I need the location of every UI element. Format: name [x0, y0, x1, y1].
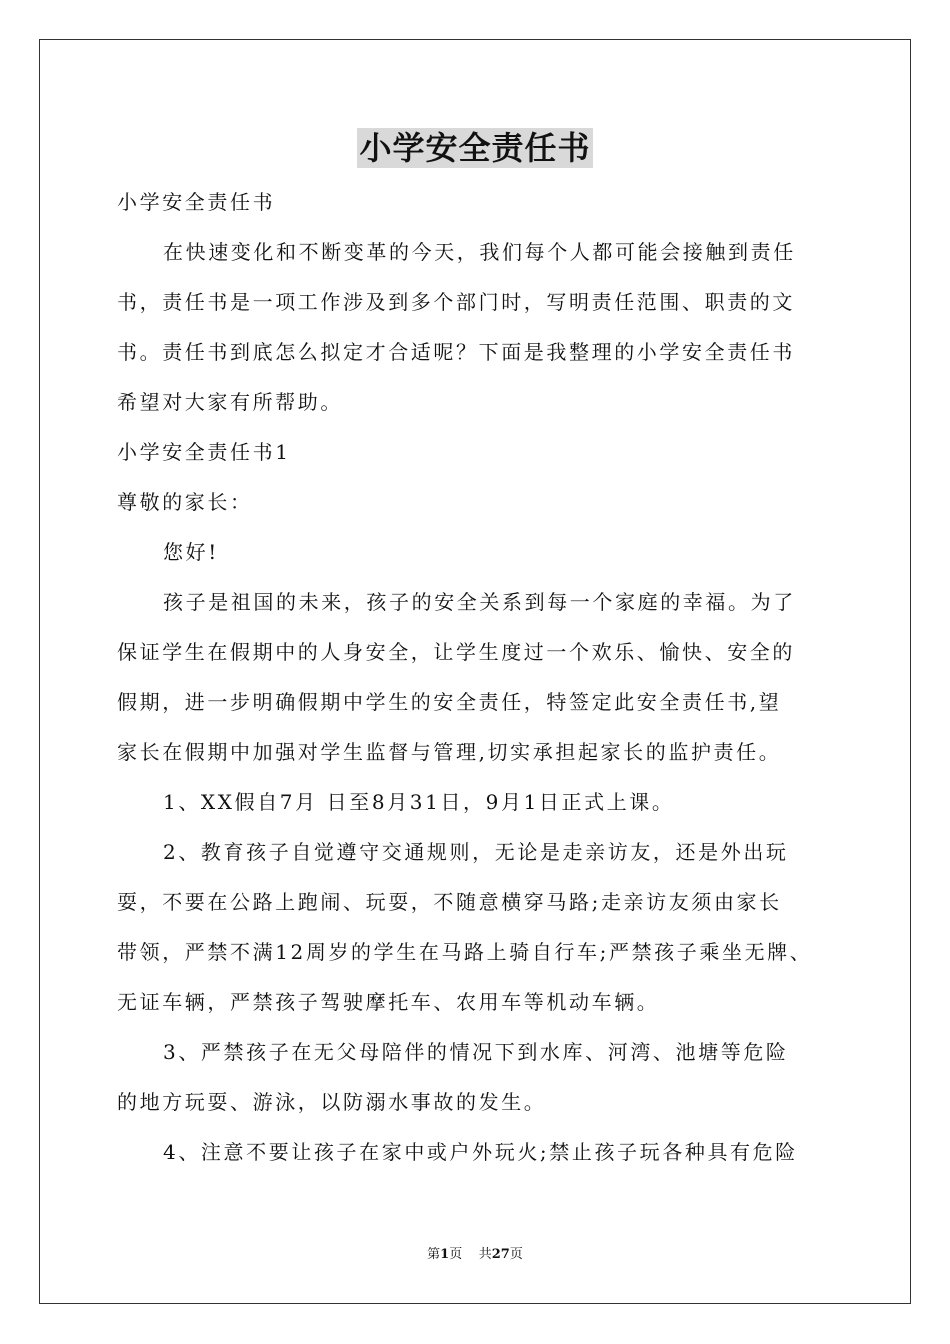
- body-line: 保证学生在假期中的人身安全，让学生度过一个欢乐、愉快、安全的: [117, 640, 795, 664]
- body-line: 假期，进一步明确假期中学生的安全责任，特签定此安全责任书,望: [117, 690, 782, 714]
- page-number: 1: [440, 1247, 450, 1262]
- section-heading: 小学安全责任书1: [117, 440, 291, 464]
- body-line: 4、注意不要让孩子在家中或户外玩火;禁止孩子玩各种具有危险: [163, 1140, 798, 1164]
- total-prefix: 共: [478, 1247, 492, 1262]
- total-suffix: 页: [509, 1247, 523, 1262]
- total-pages: 27: [491, 1247, 510, 1262]
- body-line: 2、教育孩子自觉遵守交通规则，无论是走亲访友，还是外出玩: [163, 840, 789, 864]
- body-line: 的地方玩耍、游泳，以防溺水事故的发生。: [117, 1090, 547, 1114]
- title-container: [0, 128, 950, 168]
- body-line: 孩子是祖国的未来，孩子的安全关系到每一个家庭的幸福。为了: [163, 590, 796, 614]
- body-line: 书。责任书到底怎么拟定才合适呢？下面是我整理的小学安全责任书: [117, 340, 795, 364]
- body-line: 书，责任书是一项工作涉及到多个部门时，写明责任范围、职责的文: [117, 290, 795, 314]
- body-line: 3、严禁孩子在无父母陪伴的情况下到水库、河湾、池塘等危险: [163, 1040, 789, 1064]
- body-line: 耍，不要在公路上跑闹、玩耍，不随意横穿马路;走亲访友须由家长: [117, 890, 782, 914]
- document-body: [117, 177, 837, 1177]
- document-title: 小学安全责任书: [359, 129, 591, 167]
- body-line: 小学安全责任书: [117, 190, 276, 214]
- page-footer: [0, 1246, 950, 1264]
- greeting: 您好!: [163, 540, 219, 564]
- body-line: 家长在假期中加强对学生监督与管理,切实承担起家长的监护责任。: [117, 740, 782, 764]
- body-line: 无证车辆，严禁孩子驾驶摩托车、农用车等机动车辆。: [117, 990, 660, 1014]
- body-line: 带领，严禁不满12周岁的学生在马路上骑自行车;严禁孩子乘坐无牌、: [117, 940, 813, 964]
- salutation: 尊敬的家长：: [117, 490, 253, 514]
- body-line: 希望对大家有所帮助。: [117, 390, 343, 414]
- page-suffix: 页: [449, 1247, 463, 1262]
- body-line: 1、XX假自7月 日至8月31日，9月1日正式上课。: [163, 790, 675, 814]
- page-prefix: 第: [427, 1247, 441, 1262]
- body-line: 在快速变化和不断变革的今天，我们每个人都可能会接触到责任: [163, 240, 796, 264]
